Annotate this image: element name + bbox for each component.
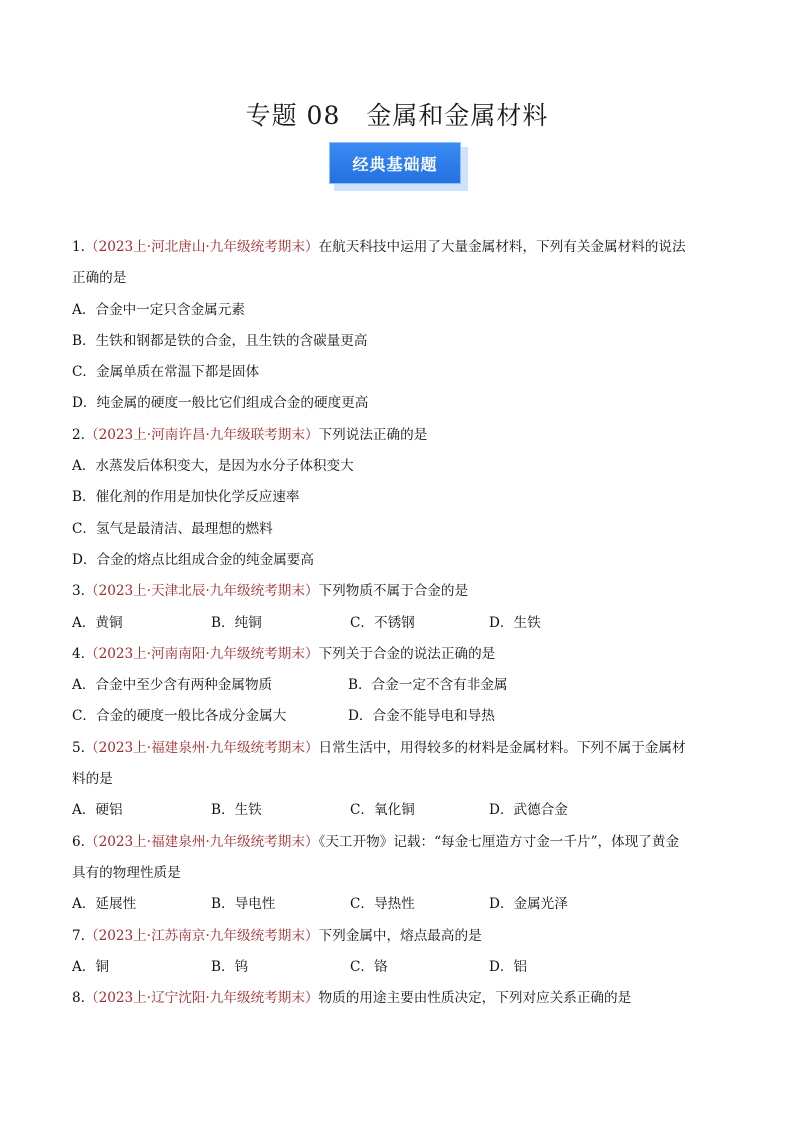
option: D．纯金属的硬度一般比它们组成合金的硬度更高 [72,395,369,412]
option: D．铝 [489,958,528,975]
question-stem-cont: 料的是 [72,771,113,788]
option: C．不锈钢 [350,614,415,631]
option: B．催化剂的作用是加快化学反应速率 [72,489,300,506]
option: C．金属单质在常温下都是固体 [72,364,260,381]
section-badge [329,142,469,192]
option-row [72,952,722,983]
option: B．导电性 [211,896,276,913]
question-stem: 2.（2023上·河南许昌·九年级联考期末）下列说法正确的是 [72,426,428,443]
option: B．合金一定不含有非金属 [348,677,508,694]
question-source: （2023上·河南南阳·九年级统考期末） [84,645,319,662]
question-source: （2023上·天津北辰·九年级统考期末） [84,583,319,600]
option: A．黄铜 [72,614,123,631]
option: C．铬 [350,958,388,975]
option: C．导热性 [350,896,415,913]
question-list [72,232,722,1014]
question-stem: 8.（2023上·辽宁沈阳·九年级统考期末）物质的用途主要由性质决定，下列对应关系正确的是 [72,990,632,1007]
question-source: （2023上·辽宁沈阳·九年级统考期末） [84,990,319,1007]
option: A．合金中至少含有两种金属物质 [72,677,273,694]
section-badge-label: 经典基础题 [329,142,461,184]
option: B．生铁和钢都是铁的合金，且生铁的含碳量更高 [72,332,368,349]
question-source: （2023上·河北唐山·九年级统考期末） [84,239,319,255]
option: D．武德合金 [489,802,568,819]
option-row [72,670,722,701]
question-source: （2023上·江苏南京·九年级统考期末） [84,927,319,944]
option-row [72,701,722,732]
option: D．合金的熔点比组成合金的纯金属要高 [72,551,314,568]
option-row [72,889,722,920]
question-stem: 7.（2023上·江苏南京·九年级统考期末）下列金属中，熔点最高的是 [72,927,482,944]
title-prefix: 专题 08 [245,101,341,130]
option: A．水蒸发后体积变大，是因为水分子体积变大 [72,458,354,475]
option: D．合金不能导电和导热 [348,708,495,725]
option: C．氢气是最清洁、最理想的燃料 [72,520,273,537]
question-source: （2023上·福建泉州·九年级统考期末） [84,739,319,756]
question-source: （2023上·福建泉州·九年级统考期末） [84,833,319,850]
question-stem-cont: 正确的是 [72,270,127,287]
question-stem: 5.（2023上·福建泉州·九年级统考期末）日常生活中，用得较多的材料是金属材料。下列不属于金属材 [72,739,686,756]
question-stem: 3.（2023上·天津北辰·九年级统考期末）下列物质不属于合金的是 [72,583,469,600]
option: D．生铁 [489,614,541,631]
option: A．铜 [72,958,110,975]
option: C．合金的硬度一般比各成分金属大 [72,708,287,725]
option: C．氧化铜 [350,802,415,819]
page-title [0,96,794,132]
question-source: （2023上·河南许昌·九年级联考期末） [84,426,319,443]
question-stem-cont: 具有的物理性质是 [72,864,181,881]
option: D．金属光泽 [489,896,568,913]
option: A．合金中一定只含金属元素 [72,301,245,318]
option-row [72,608,722,639]
option: A．延展性 [72,896,137,913]
question-stem: 1.（2023上·河北唐山·九年级统考期末）在航天科技中运用了大量金属材料，下列有关金属材料的说法 [72,239,686,255]
option-row [72,795,722,826]
option: B．纯铜 [211,614,262,631]
title-main: 金属和金属材料 [366,101,549,130]
question-stem: 4.（2023上·河南南阳·九年级统考期末）下列关于合金的说法正确的是 [72,645,496,662]
option: B．钨 [211,958,249,975]
option: A．硬铝 [72,802,123,819]
question-stem: 6.（2023上·福建泉州·九年级统考期末）《天工开物》记载：“每金七厘造方寸金一千片”，体现了黄金 [72,833,680,850]
option: B．生铁 [211,802,262,819]
